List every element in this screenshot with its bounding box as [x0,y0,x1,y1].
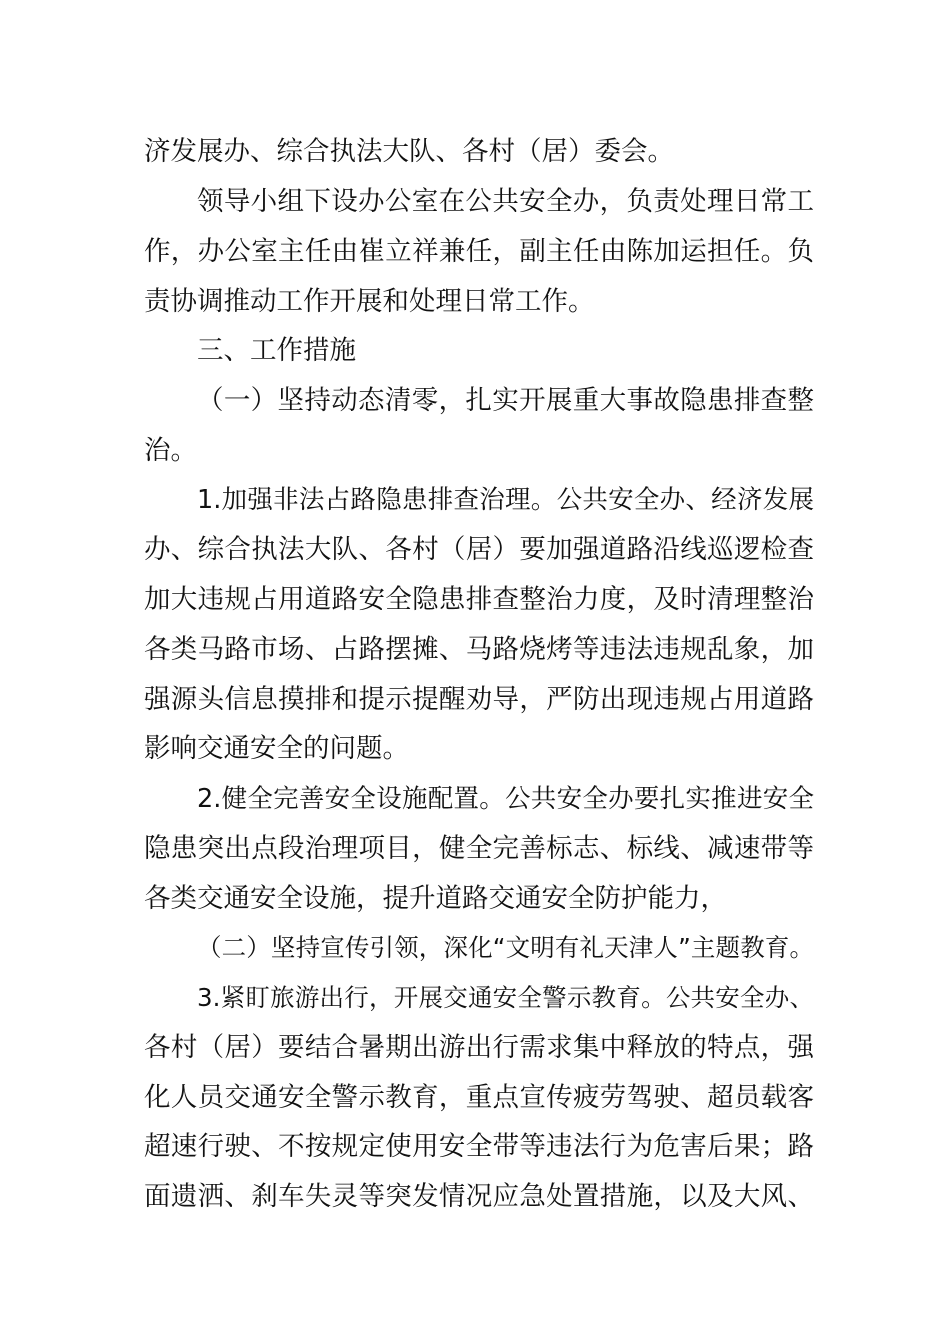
text-line-19: 各村（居）要结合暑期出游出行需求集中释放的特点，强 [144,1032,814,1063]
text-line-4: 责协调推动工作开展和处理日常工作。 [144,286,595,317]
text-line-16: 各类交通安全设施，提升道路交通安全防护能力， [144,883,727,914]
subsection-heading-1: （一）坚持动态清零，扎实开展重大事故隐患排查整 [197,385,814,416]
text-line-21: 超速行驶、不按规定使用安全带等违法行为危害后果；路 [144,1131,814,1162]
text-line-10: 加大违规占用道路安全隐患排查整治力度，及时清理整治 [144,584,814,615]
text-line-12: 强源头信息摸排和提示提醒劝导，严防出现违规占用道路 [144,684,814,715]
text-line-8: 1.加强非法占路隐患排查治理。公共安全办、经济发展 [197,485,814,515]
text-line-18: 3.紧盯旅游出行，开展交通安全警示教育。公共安全办、 [197,983,814,1012]
text-line-14: 2.健全完善安全设施配置。公共安全办要扎实推进安全 [197,784,814,814]
text-line-2: 领导小组下设办公室在公共安全办，负责处理日常工 [197,186,814,217]
text-line-15: 隐患突出点段治理项目，健全完善标志、标线、减速带等 [144,833,814,864]
text-line-20: 化人员交通安全警示教育，重点宣传疲劳驾驶、超员载客 [144,1082,814,1113]
text-line-3: 作，办公室主任由崔立祥兼任，副主任由陈加运担任。负 [144,236,814,267]
subsection-heading-2: （二）坚持宣传引领，深化“文明有礼天津人”主题教育。 [197,933,814,962]
text-line-1: 济发展办、综合执法大队、各村（居）委会。 [144,136,674,167]
section-heading: 三、工作措施 [197,335,356,366]
text-line-9: 办、综合执法大队、各村（居）要加强道路沿线巡逻检查 [144,534,814,565]
text-line-13: 影响交通安全的问题。 [144,733,409,764]
text-line-11: 各类马路市场、占路摆摊、马路烧烤等违法违规乱象，加 [144,634,814,665]
text-line-22: 面遗洒、刹车失灵等突发情况应急处置措施，以及大风、 [144,1181,814,1212]
text-line-7: 治。 [144,435,197,466]
